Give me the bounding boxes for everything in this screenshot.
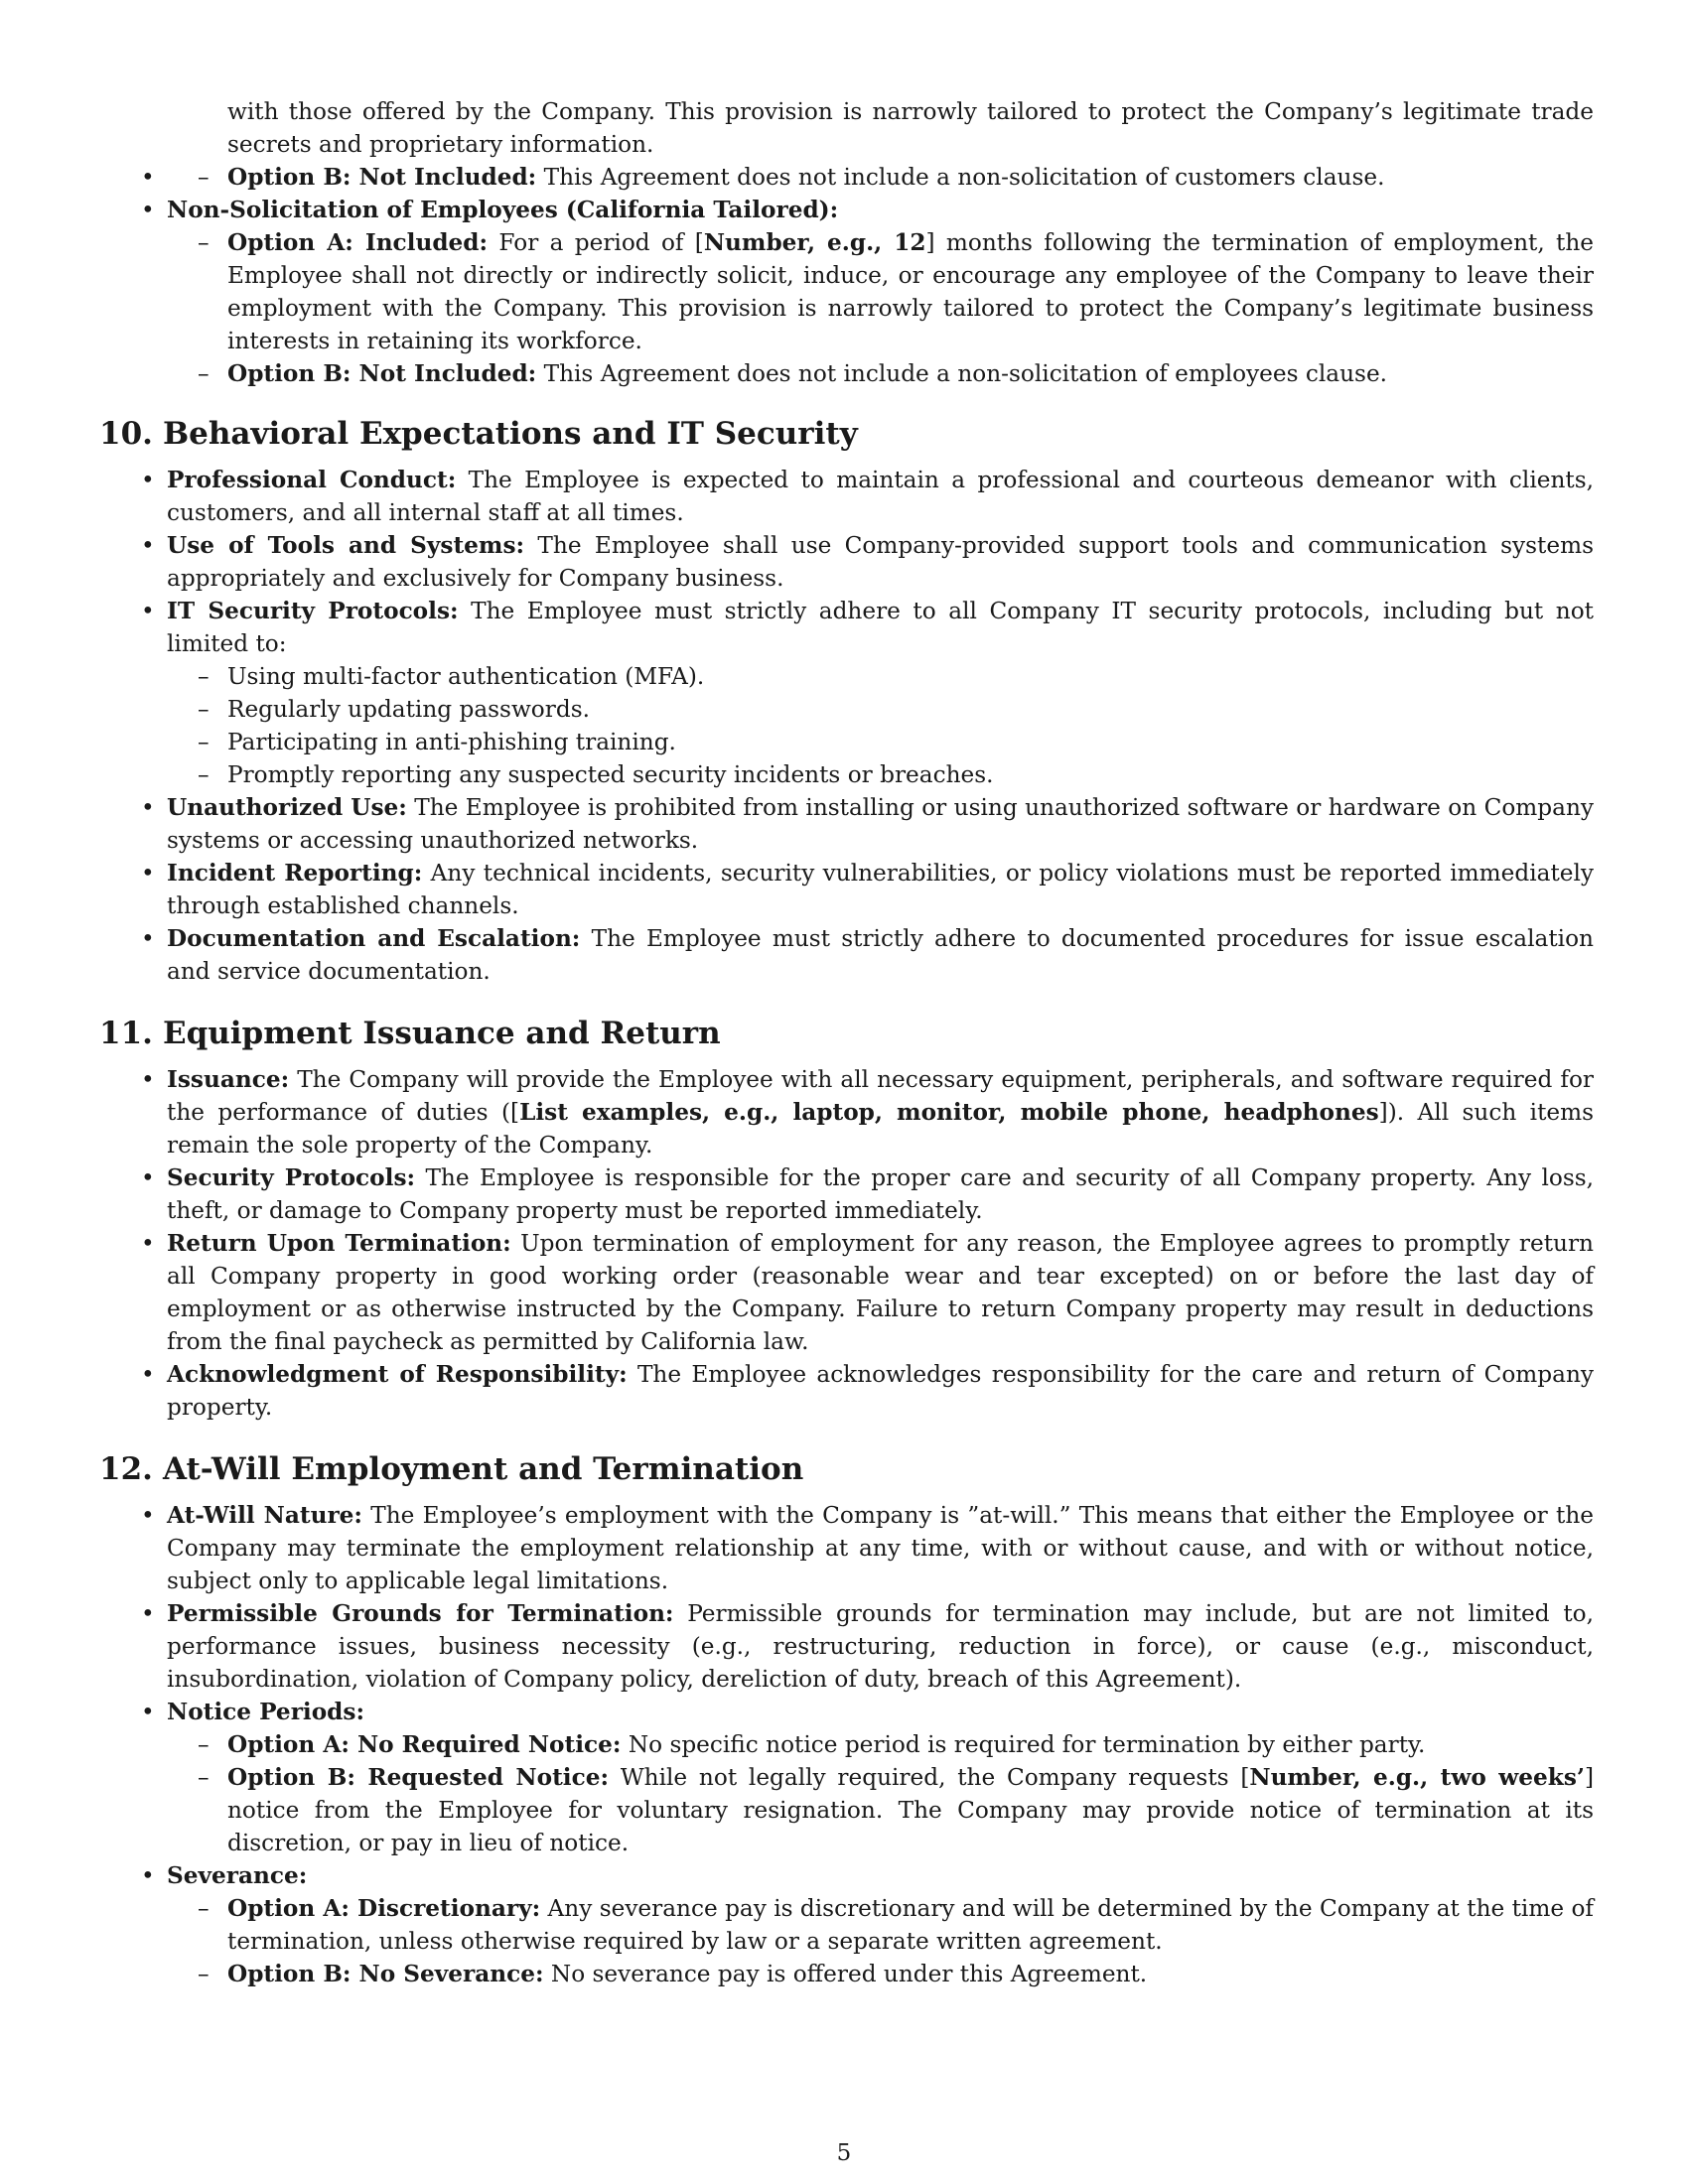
- section-11-list: [99, 1063, 1594, 1424]
- item-text: The Employee is prohibited from installing or using unauthorized software or hardware on Company systems or accessing unauthorized networks.: [167, 794, 1594, 854]
- non-solicit-option-a: [227, 226, 1594, 357]
- placeholder: Number, e.g., two weeks’: [1249, 1764, 1585, 1791]
- option-text: Any severance pay is discretionary and will be determined by the Company at the time of termination, unless otherwise required by law or a separate written agreement.: [227, 1895, 1594, 1955]
- section-10-heading: [99, 414, 1594, 454]
- section-number: 12.: [99, 1451, 153, 1487]
- item-label: IT Security Protocols:: [167, 598, 459, 624]
- option-text: While not legally required, the Company requests [: [609, 1764, 1250, 1791]
- item-label: Issuance:: [167, 1066, 290, 1093]
- item-text: The Company will provide the Employee with all necessary equipment, peripherals, and software required for the performance of duties ([: [167, 1066, 1594, 1126]
- list-item: [167, 1499, 1594, 1597]
- sub-item: – Participating in anti-phishing training.: [227, 726, 1594, 758]
- item-label: Use of Tools and Systems:: [167, 532, 525, 559]
- item-text: Any technical incidents, security vulnerabilities, or policy violations must be reported immediately through established channels.: [167, 860, 1595, 919]
- item-text: ]). All such items remain the sole property of the Company.: [167, 1099, 1594, 1159]
- option-text: This Agreement does not include a non-solicitation of employees clause.: [536, 360, 1388, 387]
- list-item: [167, 1696, 1594, 1859]
- list-item: [167, 529, 1594, 595]
- item-text: Permissible grounds for termination may include, but are not limited to, performance issues, business necessity (e.g., restructuring, reduction in force), or cause (e.g., misconduct, insubordination, violation of Company policy, dereliction of duty, breach of this Agreement).: [167, 1600, 1594, 1693]
- item-label: Non-Solicitation of Employees (California Tailored):: [167, 197, 839, 223]
- section-number: 10.: [99, 416, 153, 452]
- notice-options: [167, 1728, 1594, 1859]
- list-item: [167, 1063, 1594, 1161]
- item-text: The Employee must strictly adhere to all Company IT security protocols, including but not limited to:: [167, 598, 1594, 657]
- item-label: Acknowledgment of Responsibility:: [167, 1361, 628, 1388]
- option-text: For a period of [: [488, 229, 704, 256]
- list-item: [167, 1161, 1594, 1227]
- item-text: The Employee shall use Company-provided support tools and communication systems appropriately and exclusively for Company business.: [167, 532, 1594, 592]
- continuation-list: [99, 161, 1594, 194]
- continuation-wrapper: [167, 161, 1594, 194]
- non-solicit-option-b: [227, 357, 1594, 390]
- section-title: Equipment Issuance and Return: [162, 1016, 721, 1051]
- severance-option-a: [227, 1892, 1594, 1958]
- notice-option-b: [227, 1761, 1594, 1859]
- sub-item: – Promptly reporting any suspected security incidents or breaches.: [227, 758, 1594, 791]
- item-label: Unauthorized Use:: [167, 794, 407, 821]
- option-text: This Agreement does not include a non-solicitation of customers clause.: [536, 164, 1385, 191]
- item-label: Permissible Grounds for Termination:: [167, 1600, 674, 1627]
- item-label: At-Will Nature:: [167, 1502, 362, 1529]
- list-item: [167, 464, 1594, 529]
- placeholder: Number, e.g., 12: [703, 229, 926, 256]
- list-item: [167, 1859, 1594, 1990]
- page-number: 5: [836, 2140, 852, 2166]
- item-text: The Employee’s employment with the Company is ”at-will.” This means that either the Employee or the Company may terminate the employment relationship at any time, with or without cause, and with or without notice, subject only to applicable legal limitations.: [167, 1502, 1594, 1594]
- option-label: Option B: Not Included:: [227, 360, 537, 387]
- document-page: [99, 95, 1594, 1990]
- customers-option-b: [227, 161, 1594, 194]
- severance-options: [167, 1892, 1594, 1990]
- item-text: The Employee acknowledges responsibility for the care and return of Company property.: [167, 1361, 1594, 1421]
- item-label: Notice Periods:: [167, 1699, 365, 1725]
- list-item: [167, 1358, 1594, 1424]
- continuation-text: with those offered by the Company. This provision is narrowly tailored to protect the Company’s legitimate trade secrets and proprietary information.: [227, 98, 1594, 158]
- list-item: [167, 791, 1594, 857]
- non-solicit-list: [99, 194, 1594, 390]
- sub-item: – Regularly updating passwords.: [227, 693, 1594, 726]
- option-label: Option A: Discretionary:: [227, 1895, 541, 1922]
- severance-option-b: [227, 1958, 1594, 1990]
- section-12-list: [99, 1499, 1594, 1990]
- section-number: 11.: [99, 1016, 153, 1051]
- non-solicit-options: [167, 226, 1594, 390]
- item-text: The Employee is responsible for the proper care and security of all Company property. Any loss, theft, or damage to Company property must be reported immediately.: [167, 1164, 1594, 1224]
- notice-option-a: [227, 1728, 1594, 1761]
- item-label: Severance:: [167, 1862, 308, 1889]
- customers-options: [99, 161, 1594, 194]
- item-label: Incident Reporting:: [167, 860, 423, 887]
- option-label: Option A: No Required Notice:: [227, 1731, 622, 1758]
- option-label: Option B: Not Included:: [227, 164, 537, 191]
- section-12-heading: [99, 1449, 1594, 1489]
- option-label: Option B: Requested Notice:: [227, 1764, 610, 1791]
- non-solicit-employees-item: [167, 194, 1594, 390]
- option-text: No severance pay is offered under this Agreement.: [543, 1961, 1148, 1987]
- list-item: [167, 595, 1594, 791]
- list-item: [167, 857, 1594, 922]
- section-title: Behavioral Expectations and IT Security: [162, 416, 858, 452]
- list-item: [167, 922, 1594, 988]
- option-text: ] notice from the Employee for voluntary resignation. The Company may provide notice of termination at its discretion, or pay in lieu of notice.: [227, 1764, 1594, 1856]
- option-label: Option A: Included:: [227, 229, 489, 256]
- item-label: Return Upon Termination:: [167, 1230, 511, 1257]
- item-label: Security Protocols:: [167, 1164, 416, 1191]
- list-item: [167, 1597, 1594, 1696]
- option-text: No specific notice period is required for termination by either party.: [621, 1731, 1426, 1758]
- item-text: Upon termination of employment for any reason, the Employee agrees to promptly return all Company property in good working order (reasonable wear and tear excepted) on or before the last day of employment or as otherwise instructed by the Company. Failure to return Company property may result in deductions from the final paycheck as permitted by California law.: [167, 1230, 1594, 1355]
- list-item: [167, 1227, 1594, 1358]
- sub-item: – Using multi-factor authentication (MFA).: [227, 660, 1594, 693]
- section-title: At-Will Employment and Termination: [162, 1451, 804, 1487]
- item-label: Professional Conduct:: [167, 467, 457, 493]
- item-text: The Employee is expected to maintain a professional and courteous demeanor with clients, customers, and all internal staff at all times.: [167, 467, 1594, 526]
- security-sublist: [167, 660, 1594, 791]
- section-11-heading: [99, 1014, 1594, 1053]
- placeholder: List examples, e.g., laptop, monitor, mobile phone, headphones: [519, 1099, 1379, 1126]
- option-text: ] months following the termination of employment, the Employee shall not directly or indirectly solicit, induce, or encourage any employee of the Company to leave their employment with the Company. This provision is narrowly tailored to protect the Company’s legitimate business interests in retaining its workforce.: [227, 229, 1594, 354]
- item-text: The Employee must strictly adhere to documented procedures for issue escalation and service documentation.: [167, 925, 1594, 985]
- item-label: Documentation and Escalation:: [167, 925, 581, 952]
- option-label: Option B: No Severance:: [227, 1961, 544, 1987]
- section-10-list: [99, 464, 1594, 988]
